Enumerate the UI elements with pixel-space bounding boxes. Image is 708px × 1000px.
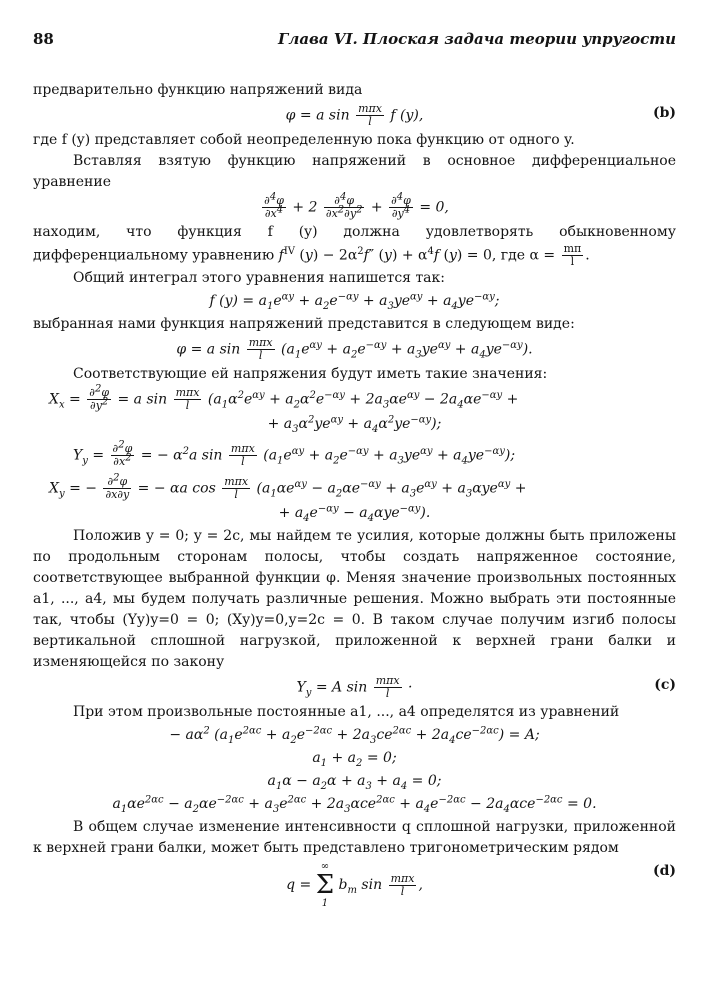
equation-label-d: (d) bbox=[652, 863, 676, 879]
equation-system-4: $a_1\alpha e^{2\alpha c} - a_2\alpha e^{-2\alpha c} + a_3e^{2\alpha c} + 2a_3\alpha ce^{2\alpha c} + a_4e^{-2\alpha c} - 2a_4\alpha ce^{-2\alpha c} = 0$. bbox=[112, 794, 597, 815]
equation-biharmonic: $\frac{\partial^4\varphi}{\partial x^4}$ + 2 $\frac{\partial^4\varphi}{\partial x^2\partial y^2}$ + $\frac{\partial^4\varphi}{\partial y^4}$ = 0, bbox=[264, 191, 449, 220]
equation-b: φ = a sin $\frac{\text{mπx}}{l}$ f (y), (b) bbox=[285, 102, 676, 128]
paragraph-2: где f (y) представляет собой неопределенную пока функцию от одного y. bbox=[33, 132, 575, 148]
equation-xx-line1: $X_x$ = $\frac{\partial^2\varphi}{\partial y^2}$ = a sin $\frac{\text{mπx}}{l}$ ($a_1\alpha^2e^{\alpha y} + a_2\alpha^2e^{-\alpha y} + 2a_3\alpha e^{\alpha y} - 2a_4\alpha e^{-\alpha y}$ + bbox=[49, 383, 519, 412]
page-header bbox=[33, 30, 676, 54]
equation-xy-line1: $X_y$ = − $\frac{\partial^2\varphi}{\partial x\partial y}$ = − αa cos $\frac{\text{mπx}}{l}$ ($a_1\alpha e^{\alpha y} - a_2\alpha e^{-\alpha y} + a_3e^{\alpha y} + a_3\alpha ye^{\alpha y}$ + bbox=[49, 472, 527, 501]
paragraph-4: находим, что функция f (y) должна удовлетворять обыкновенному дифференциальному уравнению $f^{IV}$ $(y) - 2\alpha^2f''$ $(y) + \alpha^4f$ (y) = 0, где α = $\frac{m\pi}{l}$ . bbox=[33, 224, 676, 268]
page-body bbox=[33, 80, 676, 911]
running-title: Глава VI. Плоская задача теории упругости bbox=[277, 30, 676, 48]
equation-label-b: (b) bbox=[652, 105, 676, 121]
equation-system-3: $a_1\alpha - a_2\alpha + a_3 + a_4 = 0$; bbox=[267, 773, 442, 792]
paragraph-4-text: находим, что функция f (y) должна удовлетворять обыкновенному дифференциальному уравнению bbox=[33, 224, 676, 264]
paragraph-7: Соответствующие ей напряжения будут иметь такие значения: bbox=[73, 366, 548, 382]
equation-stress-function: φ = a sin $\frac{\text{mπx}}{l}$ $(a_1e^{\alpha y} + a_2e^{-\alpha y} + a_3ye^{\alpha y} + a_4ye^{-\alpha y})$. bbox=[176, 336, 533, 362]
equation-xy-line2: + $a_4e^{-\alpha y} - a_4\alpha ye^{-\alpha y}$). bbox=[278, 503, 431, 524]
equation-system-2: $a_1 + a_2 = 0$; bbox=[312, 750, 397, 769]
equation-d: q = ∞ Σ 1 $b_m$ sin $\frac{\text{mπx}}{l}$ , (d) bbox=[286, 861, 676, 909]
equation-yy: $Y_y$ = $\frac{\partial^2\varphi}{\partial x^2}$ = − $\alpha^2a$ sin $\frac{\text{mπx}}{l}$ $(a_1e^{\alpha y} + a_2e^{-\alpha y} + a_3ye^{\alpha y} + a_4ye^{-\alpha y})$; bbox=[73, 439, 516, 468]
equation-general-integral: f $(y) = a_1e^{\alpha y} + a_2e^{-\alpha y} + a_3ye^{\alpha y} + a_4ye^{-\alpha y}$; bbox=[209, 291, 500, 312]
paragraph-9: При этом произвольные постоянные a1, ..., a4 определятся из уравнений bbox=[73, 704, 620, 720]
paragraph-6: выбранная нами функция напряжений представится в следующем виде: bbox=[33, 316, 575, 332]
page-number: 88 bbox=[33, 30, 54, 48]
equation-label-c: (c) bbox=[654, 677, 676, 693]
paragraph-4-where: где bbox=[500, 247, 526, 264]
paragraph-5: Общий интеграл этого уравнения напишется так: bbox=[73, 270, 445, 286]
paragraph-3: Вставляя взятую функцию напряжений в основное дифференциальное уравнение bbox=[33, 153, 676, 190]
equation-c: $Y_y = A$ sin $\frac{\text{mπx}}{l}$ · (c) bbox=[296, 674, 676, 700]
paragraph-1: предварительно функцию напряжений вида bbox=[33, 82, 363, 98]
equation-system-1: − $a\alpha^2$ $(a_1e^{2\alpha c} + a_2e^{-2\alpha c} + 2a_3ce^{2\alpha c} + 2a_4ce^{-2\alpha c}) = A$; bbox=[169, 725, 540, 746]
equation-xx-line2: + $a_3\alpha^2ye^{\alpha y} + a_4\alpha^2ye^{-\alpha y}$); bbox=[267, 414, 442, 435]
paragraph-8: Положив y = 0; y = 2c, мы найдем те усилия, которые должны быть приложены по продольным сторонам полосы, чтобы создать напряженное состояние, соответствующее выбранной функции φ. Меняя значение произвольных постоянных a1, ..., a4, мы будем получать различные решения. Можно выбрать эти постоянные так, чтобы (Yy)y=0 = 0; (Xy)y=0,y=2c = 0. В таком случае получим изгиб полосы вертикальной сплошной нагрузкой, приложенной к верхней грани балки и изменяющейся по закону bbox=[33, 528, 676, 670]
paragraph-10: В общем случае изменение интенсивности q сплошной нагрузки, приложенной к верхней грани балки, может быть представлено тригонометрическим рядом bbox=[33, 819, 676, 856]
